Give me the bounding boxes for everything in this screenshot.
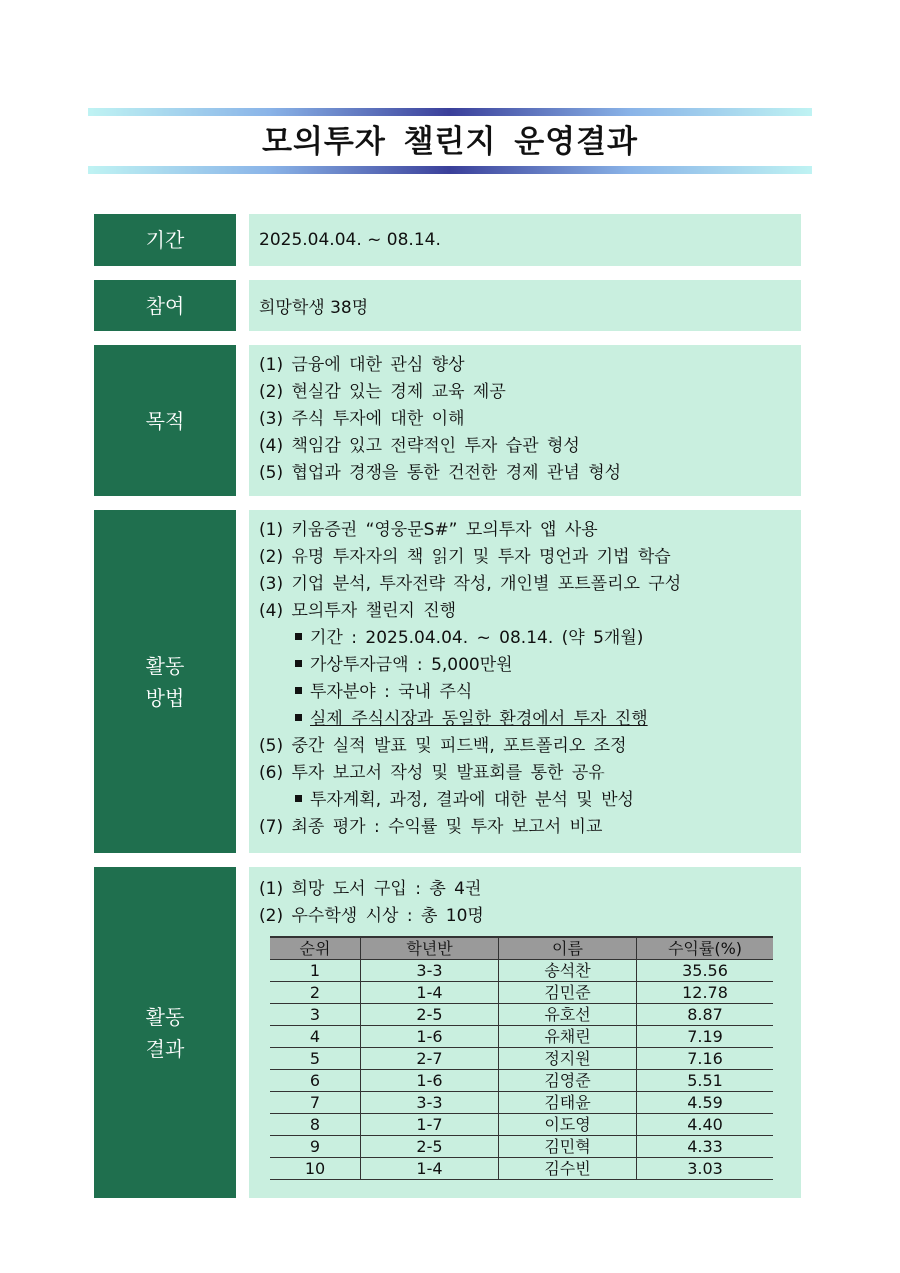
title-decoration-top [88, 108, 812, 116]
return-cell: 4.59 [637, 1092, 774, 1114]
table-row [270, 1136, 773, 1158]
class-cell: 2-7 [361, 1048, 499, 1070]
method-item: (3) 기업 분석, 투자전략 작성, 개인별 포트폴리오 구성 [259, 574, 682, 594]
method-subitem [259, 787, 791, 814]
method-subitem [259, 679, 791, 706]
purpose-row [94, 345, 801, 496]
rank-cell: 4 [270, 1026, 361, 1048]
purpose-item: (3) 주식 투자에 대한 이해 [259, 409, 465, 429]
method-item: (7) 최종 평가 : 수익률 및 투자 보고서 비교 [259, 817, 603, 837]
rank-cell: 3 [270, 1004, 361, 1026]
class-cell: 3-3 [361, 1092, 499, 1114]
class-cell: 2-5 [361, 1004, 499, 1026]
class-cell: 1-6 [361, 1026, 499, 1048]
name-cell: 송석찬 [499, 960, 637, 982]
column-header-rank: 순위 [270, 937, 361, 960]
table-row [270, 960, 773, 982]
results-item: (2) 우수학생 시상 : 총 10명 [259, 906, 484, 926]
table-row [270, 1158, 773, 1180]
table-row [270, 1004, 773, 1026]
results-item: (1) 희망 도서 구입 : 총 4권 [259, 879, 482, 899]
square-bullet-icon [295, 795, 302, 802]
method-label: 활동 방법 [94, 510, 236, 853]
method-subitem-text: 투자계획, 과정, 결과에 대한 분석 및 반성 [310, 790, 634, 810]
title-decoration-bottom [88, 166, 812, 174]
name-cell: 김수빈 [499, 1158, 637, 1180]
table-row [270, 1026, 773, 1048]
rank-cell: 7 [270, 1092, 361, 1114]
name-cell: 김민혁 [499, 1136, 637, 1158]
class-cell: 1-4 [361, 982, 499, 1004]
name-cell: 이도영 [499, 1114, 637, 1136]
name-cell: 김민준 [499, 982, 637, 1004]
method-item: (2) 유명 투자자의 책 읽기 및 투자 명언과 기법 학습 [259, 547, 671, 567]
participants-value: 희망학생 38명 [259, 298, 369, 318]
method-subitem [259, 706, 791, 733]
results-label: 활동 결과 [94, 867, 236, 1198]
class-cell: 1-4 [361, 1158, 499, 1180]
return-cell: 4.40 [637, 1114, 774, 1136]
return-cell: 3.03 [637, 1158, 774, 1180]
name-cell: 유채린 [499, 1026, 637, 1048]
table-row [270, 1070, 773, 1092]
return-cell: 4.33 [637, 1136, 774, 1158]
purpose-item: (5) 협업과 경쟁을 통한 건전한 경제 관념 형성 [259, 463, 622, 483]
results-content [249, 867, 801, 1198]
period-label: 기간 [94, 214, 236, 266]
return-cell: 5.51 [637, 1070, 774, 1092]
purpose-item: (1) 금융에 대한 관심 향상 [259, 355, 465, 375]
table-row [270, 1114, 773, 1136]
method-subitem-text: 기간 : 2025.04.04. ~ 08.14. (약 5개월) [310, 628, 644, 648]
participants-label: 참여 [94, 280, 236, 331]
participants-row [94, 280, 801, 331]
square-bullet-icon [295, 714, 302, 721]
method-subitem [259, 652, 791, 679]
results-row [94, 867, 801, 1198]
class-cell: 1-7 [361, 1114, 499, 1136]
square-bullet-icon [295, 633, 302, 640]
return-cell: 12.78 [637, 982, 774, 1004]
rank-cell: 9 [270, 1136, 361, 1158]
column-header-return: 수익률(%) [637, 937, 774, 960]
purpose-item: (4) 책임감 있고 전략적인 투자 습관 형성 [259, 436, 580, 456]
method-item: (6) 투자 보고서 작성 및 발표회를 통한 공유 [259, 763, 605, 783]
name-cell: 유호선 [499, 1004, 637, 1026]
class-cell: 2-5 [361, 1136, 499, 1158]
name-cell: 김영준 [499, 1070, 637, 1092]
table-row [270, 982, 773, 1004]
class-cell: 1-6 [361, 1070, 499, 1092]
name-cell: 김태윤 [499, 1092, 637, 1114]
table-row [270, 1048, 773, 1070]
column-header-class: 학년반 [361, 937, 499, 960]
method-item: (1) 키움증권 “영웅문S#” 모의투자 앱 사용 [259, 520, 598, 540]
rank-cell: 10 [270, 1158, 361, 1180]
rank-cell: 2 [270, 982, 361, 1004]
period-value: 2025.04.04. ~ 08.14. [259, 230, 441, 250]
participants-content [249, 280, 801, 331]
rank-cell: 5 [270, 1048, 361, 1070]
method-subitem-text: 가상투자금액 : 5,000만원 [310, 655, 513, 675]
table-row [270, 1092, 773, 1114]
period-content [249, 214, 801, 266]
return-cell: 8.87 [637, 1004, 774, 1026]
class-cell: 3-3 [361, 960, 499, 982]
return-cell: 7.19 [637, 1026, 774, 1048]
method-item: (5) 중간 실적 발표 및 피드백, 포트폴리오 조정 [259, 736, 627, 756]
rank-cell: 1 [270, 960, 361, 982]
name-cell: 정지원 [499, 1048, 637, 1070]
square-bullet-icon [295, 660, 302, 667]
purpose-item: (2) 현실감 있는 경제 교육 제공 [259, 382, 506, 402]
title-block [88, 108, 812, 176]
purpose-label: 목적 [94, 345, 236, 496]
method-subitem [259, 625, 791, 652]
ranking-table-body [270, 960, 773, 1180]
method-content [249, 510, 801, 853]
period-row [94, 214, 801, 266]
rank-cell: 6 [270, 1070, 361, 1092]
page-title: 모의투자 챌린지 운영결과 [262, 124, 638, 160]
method-item: (4) 모의투자 챌린지 진행 [259, 601, 457, 621]
square-bullet-icon [295, 687, 302, 694]
ranking-table [270, 936, 773, 1180]
return-cell: 35.56 [637, 960, 774, 982]
purpose-content [249, 345, 801, 496]
method-row [94, 510, 801, 853]
rank-cell: 8 [270, 1114, 361, 1136]
return-cell: 7.16 [637, 1048, 774, 1070]
table-header-row [270, 937, 773, 960]
method-subitem-text: 투자분야 : 국내 주식 [310, 682, 473, 702]
method-subitem-text: 실제 주식시장과 동일한 환경에서 투자 진행 [310, 709, 648, 729]
column-header-name: 이름 [499, 937, 637, 960]
